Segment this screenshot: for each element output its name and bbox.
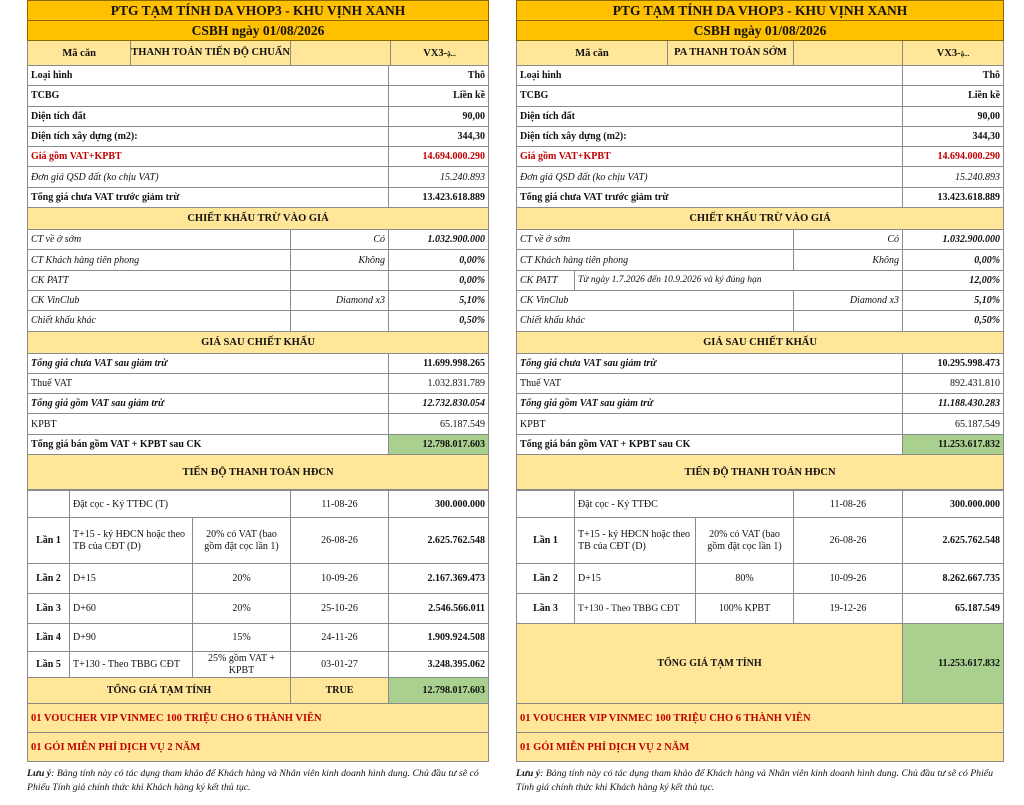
discount-condition: Diamond x3 — [291, 290, 389, 310]
info-value: Liền kề — [389, 86, 489, 106]
info-label: TCBG — [28, 86, 389, 106]
installment-desc: T+15 - ký HĐCN hoặc theo TB của CĐT (D) — [575, 518, 696, 564]
installment-amount: 65.187.549 — [903, 594, 1004, 624]
installment-no: Lần 3 — [517, 594, 575, 624]
discount-value: 0,50% — [389, 311, 489, 331]
info-label: Giá gồm VAT+KPBT — [28, 147, 389, 167]
info-label: Loại hình — [517, 66, 903, 86]
deposit-amount: 300.000.000 — [389, 491, 489, 518]
info-label: Diện tích xây dựng (m2): — [517, 126, 903, 146]
discount-condition — [291, 270, 389, 290]
discount-condition: Có — [794, 230, 903, 250]
installment-no: Lần 2 — [28, 564, 70, 594]
discount-value: 5,10% — [903, 290, 1004, 310]
after-label: Tổng giá gồm VAT sau giảm trừ — [28, 394, 389, 414]
sheet-title: PTG TẠM TÍNH DA VHOP3 - KHU VỊNH XANH — [28, 1, 489, 21]
discount-condition — [794, 311, 903, 331]
info-label: Loại hình — [28, 66, 389, 86]
info-value: 14.694.000.290 — [903, 147, 1004, 167]
promo-service: 01 GÓI MIỄN PHÍ DỊCH VỤ 2 NĂM — [517, 733, 1004, 762]
installment-date: 10-09-26 — [794, 564, 903, 594]
installment-date: 24-11-26 — [291, 624, 389, 652]
note-label: Lưu ý — [516, 768, 541, 780]
section-title-after-discount: GIÁ SAU CHIẾT KHẤU — [28, 331, 489, 353]
deposit-date: 11-08-26 — [794, 491, 903, 518]
installment-date: 19-12-26 — [794, 594, 903, 624]
discount-label: Chiết khấu khác — [517, 311, 794, 331]
discount-value: 0,00% — [389, 250, 489, 270]
sheet-subtitle: CSBH ngày 01/08/2026 — [28, 21, 489, 41]
note-text: : Bảng tính này có tác dụng tham khảo để Khách hàng và Nhân viên kinh doanh hình dung. Chủ đầu tư sẽ có Phiếu Tính giá chính thức khi Khách hàng ký kết thủ tục. — [27, 768, 479, 794]
after-value: 10.295.998.473 — [903, 353, 1004, 373]
total-value: 12.798.017.603 — [389, 678, 489, 704]
section-title-schedule: TIẾN ĐỘ THANH TOÁN HĐCN — [28, 455, 489, 490]
discount-value: 5,10% — [389, 290, 489, 310]
installment-desc: T+130 - Theo TBBG CĐT — [575, 594, 696, 624]
promo-voucher: 01 VOUCHER VIP VINMEC 100 TRIỆU CHO 6 THÀNH VIÊN — [517, 704, 1004, 733]
info-value: Thô — [389, 66, 489, 86]
info-value: 90,00 — [903, 106, 1004, 126]
sheet-standard-payment — [27, 0, 488, 795]
info-label: Đơn giá QSD đất (ko chịu VAT) — [517, 167, 903, 187]
info-label: Diện tích đất — [517, 106, 903, 126]
discount-condition: Có — [291, 230, 389, 250]
info-label: Diện tích xây dựng (m2): — [28, 126, 389, 146]
deposit-desc: Đặt cọc - Ký TTĐC (T) — [70, 491, 291, 518]
discount-label: CK VinClub — [517, 290, 794, 310]
after-label: Tổng giá gồm VAT sau giảm trừ — [517, 394, 903, 414]
installment-date: 26-08-26 — [794, 518, 903, 564]
payment-plan-label: THANH TOÁN TIẾN ĐỘ CHUẨN — [130, 41, 290, 65]
info-value: 344,30 — [389, 126, 489, 146]
promo-voucher: 01 VOUCHER VIP VINMEC 100 TRIỆU CHO 6 THÀNH VIÊN — [28, 704, 489, 733]
note-label: Lưu ý — [27, 768, 52, 780]
installment-desc: D+60 — [70, 594, 193, 624]
discount-label: CT về ở sớm — [28, 230, 291, 250]
info-value: Thô — [903, 66, 1004, 86]
after-value: 65.187.549 — [389, 414, 489, 434]
total-value: 11.253.617.832 — [903, 624, 1004, 704]
info-value: 13.423.618.889 — [903, 187, 1004, 207]
after-value: 11.699.998.265 — [389, 353, 489, 373]
installment-desc: D+15 — [70, 564, 193, 594]
installment-date: 26-08-26 — [291, 518, 389, 564]
installment-desc: D+15 — [575, 564, 696, 594]
final-price-value: 11.253.617.832 — [903, 434, 1004, 454]
after-label: KPBT — [517, 414, 903, 434]
price-table: PTG TẠM TÍNH DA VHOP3 - KHU VỊNH XANH CSBH ngày 01/08/2026 Mã căn PA THANH TOÁN SỚM VX3-ặ... Loại hình Thô TCBG Liền kề Diện tích đất 90,00 Diện tích xây dựng (m2): 344,30 Giá gồm VAT+KPBT 14.694.000.290 Đơn giá QSD đất (ko chịu VAT) 15.240.893 Tổng giá chưa VAT trước giảm trừ 13.423.618.889 CHIẾT KHẤU TRỪ VÀO GIÁ CT về ở sớm Có 1.032.900.000 CT Khách hàng tiên phong Không 0,00% CK PATT Từ ngày 1.7.2026 đến 10.9.2026 và ký đúng hạn 12,00% CK VinClub Diamond x3 5,10% Chiết khấu khác 0,50% GIÁ SAU CHIẾT KHẤU Tổng giá chưa VAT sau giảm trừ 10.295.998.473 Thuế VAT 892.431.810 Tổng giá gồm VAT sau giảm trừ 11.188.430.283 KPBT 65.187.549 Tổng giá bán gồm VAT + KPBT sau CK 11.253.617.832 TIẾN ĐỘ THANH TOÁN HĐCN — [516, 0, 1004, 490]
section-title-discount: CHIẾT KHẤU TRỪ VÀO GIÁ — [28, 208, 489, 230]
unit-code-label: Mã căn — [62, 47, 96, 59]
after-value: 11.188.430.283 — [903, 394, 1004, 414]
installment-percent: 20% — [193, 594, 291, 624]
after-label: Thuế VAT — [28, 373, 389, 393]
after-value: 1.032.831.789 — [389, 373, 489, 393]
installment-amount: 8.262.667.735 — [903, 564, 1004, 594]
final-price-value: 12.798.017.603 — [389, 434, 489, 454]
discount-value: 0,00% — [903, 250, 1004, 270]
discount-value: 0,50% — [903, 311, 1004, 331]
installment-percent: 15% — [193, 624, 291, 652]
after-label: Thuế VAT — [517, 373, 903, 393]
installment-amount: 2.625.762.548 — [389, 518, 489, 564]
info-value: 15.240.893 — [389, 167, 489, 187]
info-label: Tổng giá chưa VAT trước giảm trừ — [28, 187, 389, 207]
discount-label: CK VinClub — [28, 290, 291, 310]
discount-label: CT Khách hàng tiên phong — [517, 250, 794, 270]
installment-desc: T+130 - Theo TBBG CĐT — [70, 652, 193, 678]
installment-amount: 2.546.566.011 — [389, 594, 489, 624]
section-title-discount: CHIẾT KHẤU TRỪ VÀO GIÁ — [517, 208, 1004, 230]
after-value: 12.732.830.054 — [389, 394, 489, 414]
installment-date: 25-10-26 — [291, 594, 389, 624]
info-value: 344,30 — [903, 126, 1004, 146]
after-label: KPBT — [28, 414, 389, 434]
after-label: Tổng giá bán gồm VAT + KPBT sau CK — [28, 434, 389, 454]
note-text: : Bảng tính này có tác dụng tham khảo để Khách hàng và Nhân viên kinh doanh hình dung. Chủ đầu tư sẽ có Phiếu Tính giá chính thức khi Khách hàng ký kết thủ tục. — [516, 768, 994, 794]
discount-condition: Từ ngày 1.7.2026 đến 10.9.2026 và ký đúng hạn — [575, 270, 903, 290]
sheet-title: PTG TẠM TÍNH DA VHOP3 - KHU VỊNH XANH — [517, 1, 1004, 21]
info-label: Diện tích đất — [28, 106, 389, 126]
installment-date: 03-01-27 — [291, 652, 389, 678]
unit-code: VX3- — [936, 47, 961, 59]
discount-label: CT về ở sớm — [517, 230, 794, 250]
installment-no: Lần 1 — [517, 518, 575, 564]
discount-condition: Không — [794, 250, 903, 270]
installment-no: Lần 1 — [28, 518, 70, 564]
payment-schedule — [27, 490, 489, 762]
deposit-amount: 300.000.000 — [903, 491, 1004, 518]
installment-amount: 2.167.369.473 — [389, 564, 489, 594]
discount-condition: Diamond x3 — [794, 290, 903, 310]
discount-value: 12,00% — [903, 270, 1004, 290]
installment-percent: 20% có VAT (bao gồm đặt cọc lần 1) — [193, 518, 291, 564]
total-flag: TRUE — [291, 678, 389, 704]
after-label: Tổng giá chưa VAT sau giảm trừ — [28, 353, 389, 373]
discount-label: CK PATT — [517, 270, 575, 290]
discount-value: 0,00% — [389, 270, 489, 290]
unit-code: VX3- — [423, 47, 448, 59]
info-label: Giá gồm VAT+KPBT — [517, 147, 903, 167]
installment-no: Lần 4 — [28, 624, 70, 652]
section-title-schedule: TIẾN ĐỘ THANH TOÁN HĐCN — [517, 455, 1004, 490]
total-label: TỔNG GIÁ TẠM TÍNH — [517, 624, 903, 704]
installment-no: Lần 3 — [28, 594, 70, 624]
info-label: Tổng giá chưa VAT trước giảm trừ — [517, 187, 903, 207]
installment-amount: 2.625.762.548 — [903, 518, 1004, 564]
installment-no: Lần 2 — [517, 564, 575, 594]
total-label: TỔNG GIÁ TẠM TÍNH — [28, 678, 291, 704]
sheet-early-payment — [516, 0, 1003, 795]
info-value: 90,00 — [389, 106, 489, 126]
info-value: Liền kề — [903, 86, 1004, 106]
installment-amount: 1.909.924.508 — [389, 624, 489, 652]
installment-percent: 25% gồm VAT + KPBT — [193, 652, 291, 678]
discount-label: CK PATT — [28, 270, 291, 290]
section-title-after-discount: GIÁ SAU CHIẾT KHẤU — [517, 331, 1004, 353]
discount-label: CT Khách hàng tiên phong — [28, 250, 291, 270]
promo-service: 01 GÓI MIỄN PHÍ DỊCH VỤ 2 NĂM — [28, 733, 489, 762]
info-label: TCBG — [517, 86, 903, 106]
info-value: 13.423.618.889 — [389, 187, 489, 207]
payment-schedule — [516, 490, 1004, 762]
unit-code-label: Mã căn — [575, 47, 609, 59]
sheet-subtitle: CSBH ngày 01/08/2026 — [517, 21, 1004, 41]
payment-plan-label: PA THANH TOÁN SỚM — [667, 41, 793, 65]
installment-percent: 100% KPBT — [696, 594, 794, 624]
installment-desc: T+15 - ký HĐCN hoặc theo TB của CĐT (D) — [70, 518, 193, 564]
installment-percent: 80% — [696, 564, 794, 594]
discount-condition — [291, 311, 389, 331]
after-value: 892.431.810 — [903, 373, 1004, 393]
after-label: Tổng giá chưa VAT sau giảm trừ — [517, 353, 903, 373]
discount-value: 1.032.900.000 — [389, 230, 489, 250]
discount-condition: Không — [291, 250, 389, 270]
installment-percent: 20% có VAT (bao gồm đặt cọc lần 1) — [696, 518, 794, 564]
disclaimer-note — [516, 762, 1003, 795]
installment-desc: D+90 — [70, 624, 193, 652]
after-value: 65.187.549 — [903, 414, 1004, 434]
disclaimer-note — [27, 762, 488, 795]
info-label: Đơn giá QSD đất (ko chịu VAT) — [28, 167, 389, 187]
after-label: Tổng giá bán gồm VAT + KPBT sau CK — [517, 434, 903, 454]
discount-label: Chiết khấu khác — [28, 311, 291, 331]
installment-no: Lần 5 — [28, 652, 70, 678]
price-table: PTG TẠM TÍNH DA VHOP3 - KHU VỊNH XANH CSBH ngày 01/08/2026 Mã căn THANH TOÁN TIẾN ĐỘ CHUẨN VX3-ặ... Loại hình Thô TCBG Liền kề Diện tích đất 90,00 Diện tích xây dựng (m2): 344,30 Giá gồm VAT+KPBT 14.694.000.290 Đơn giá QSD đất (ko chịu VAT) 15.240.893 Tổng giá chưa VAT trước giảm trừ 13.423.618.889 CHIẾT KHẤU TRỪ VÀO GIÁ CT về ở sớm Có 1.032.900.000 CT Khách hàng tiên phong Không 0,00% CK PATT 0,00% CK VinClub Diamond x3 5,10% Chiết khấu khác 0,50% GIÁ SAU CHIẾT KHẤU Tổng giá chưa VAT sau giảm trừ 11.699.998.265 Thuế VAT 1.032.831.789 Tổng giá gồm VAT sau giảm trừ 12.732.830.054 KPBT 65.187.549 Tổng giá bán gồm VAT + KPBT sau CK 12.798.017.603 TIẾN ĐỘ THANH TOÁN HĐCN — [27, 0, 489, 490]
installment-amount: 3.248.395.062 — [389, 652, 489, 678]
discount-value: 1.032.900.000 — [903, 230, 1004, 250]
info-value: 15.240.893 — [903, 167, 1004, 187]
info-value: 14.694.000.290 — [389, 147, 489, 167]
installment-date: 10-09-26 — [291, 564, 389, 594]
installment-percent: 20% — [193, 564, 291, 594]
deposit-desc: Đặt cọc - Ký TTĐC — [575, 491, 794, 518]
deposit-date: 11-08-26 — [291, 491, 389, 518]
